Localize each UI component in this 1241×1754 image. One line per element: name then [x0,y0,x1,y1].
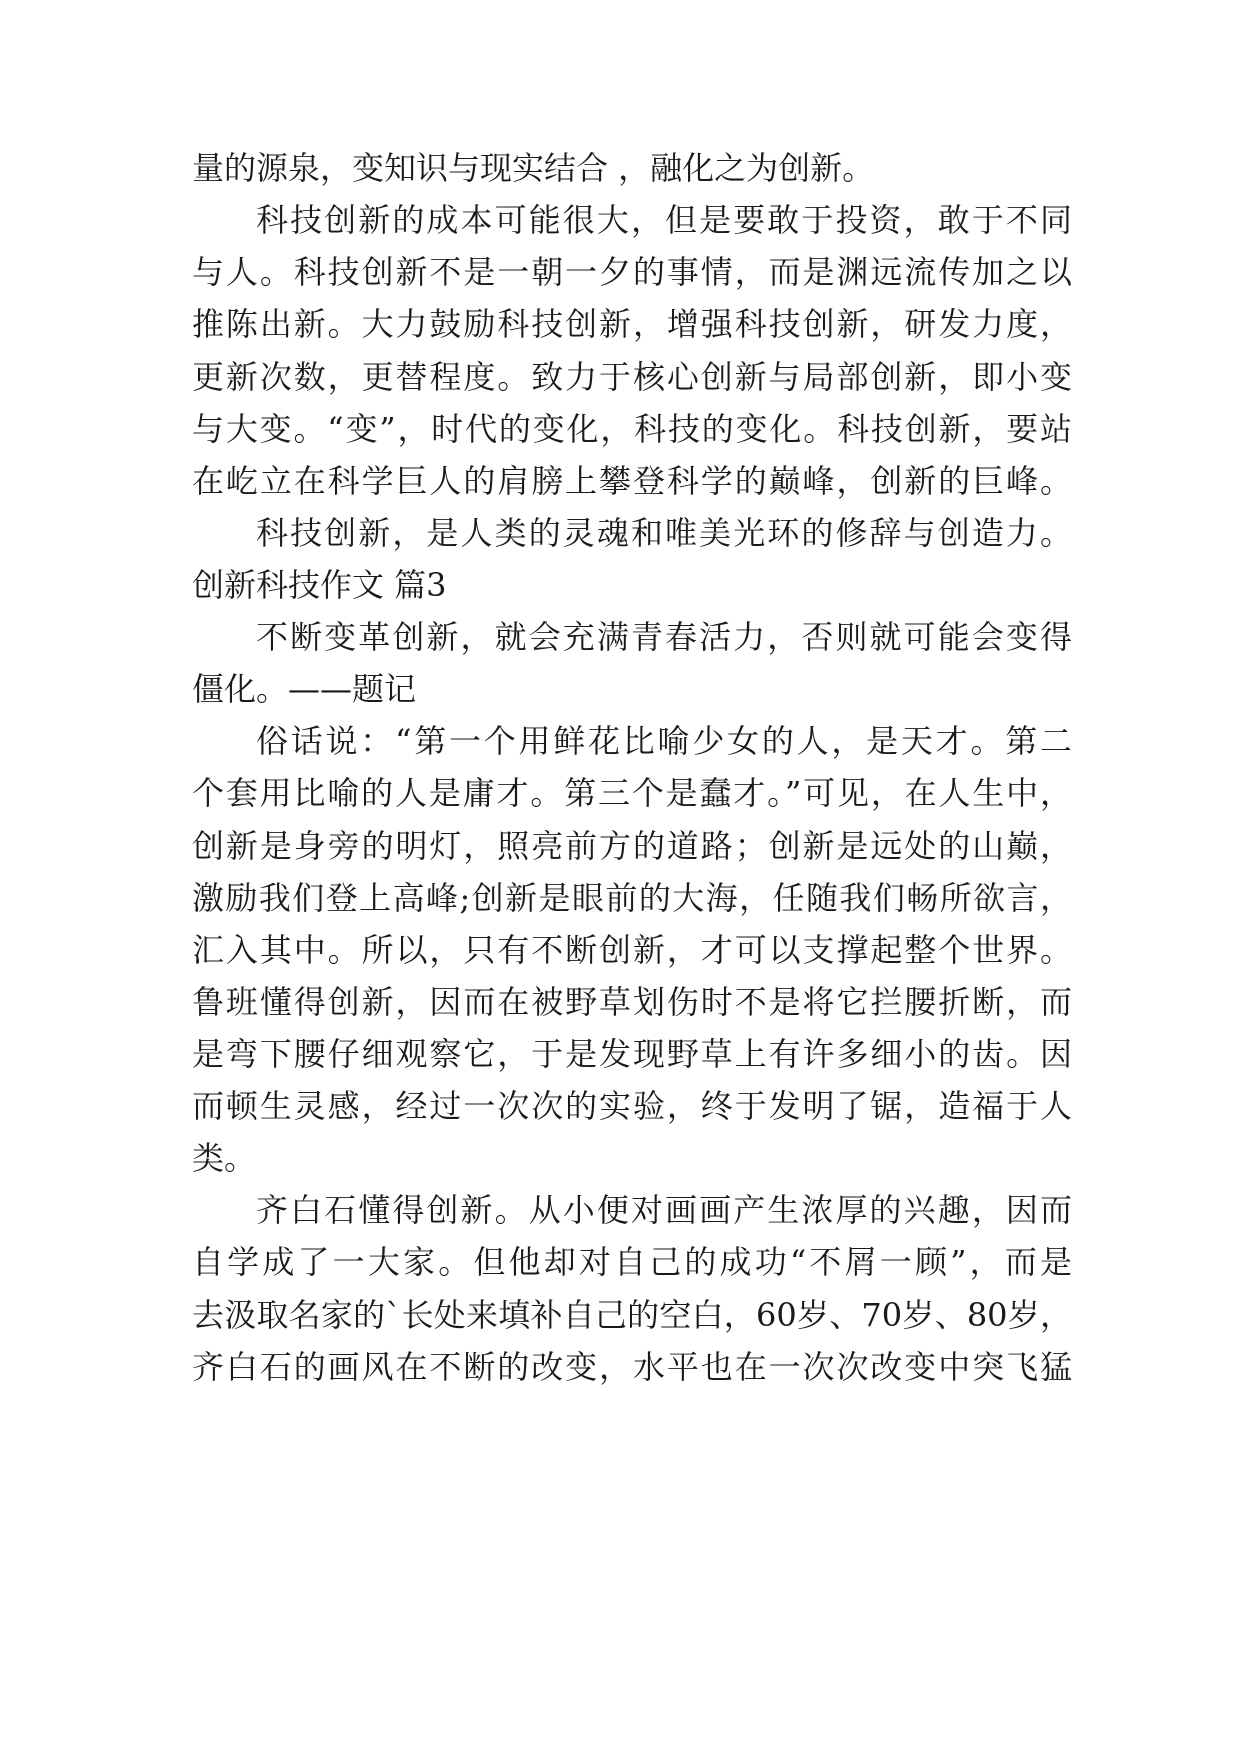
text-line: 是弯下腰仔细观察它，于是发现野草上有许多细小的齿。因 [192,1035,1072,1073]
text-line: 更新次数，更替程度。致力于核心创新与局部创新，即小变 [192,358,1072,396]
text-line: 与人。科技创新不是一朝一夕的事情，而是渊远流传加之以 [192,253,1072,291]
text-line: 而顿生灵感，经过一次次的实验，终于发明了锯，造福于人 [192,1087,1072,1125]
paragraph-start-line: 齐白石懂得创新。从小便对画画产生浓厚的兴趣，因而 [256,1191,1072,1229]
text-line: 激励我们登上高峰;创新是眼前的大海，任随我们畅所欲言， [192,879,1072,917]
section-heading: 创新科技作文 篇3 [192,566,447,604]
text-line: 类。 [192,1139,257,1177]
text-line: 汇入其中。所以，只有不断创新，才可以支撑起整个世界。 [192,931,1072,969]
text-line: 齐白石的画风在不断的改变，水平也在一次次改变中突飞猛 [192,1348,1072,1386]
paragraph-start-line: 俗话说：“第一个用鲜花比喻少女的人，是天才。第二 [256,722,1072,760]
text-line: 去汲取名家的`长处来填补自己的空白，60岁、70岁、80岁， [192,1296,1072,1334]
text-line: 僵化。——题记 [192,670,417,708]
text-line: 个套用比喻的人是庸才。第三个是蠢才。”可见，在人生中， [192,774,1072,812]
text-line: 鲁班懂得创新，因而在被野草划伤时不是将它拦腰折断，而 [192,983,1072,1021]
text-line: 与大变。“变”，时代的变化，科技的变化。科技创新，要站 [192,410,1072,448]
text-line: 量的源泉，变知识与现实结合 ，融化之为创新。 [192,149,875,187]
text-line: 自学成了一大家。但他却对自己的成功“不屑一顾”，而是 [192,1243,1072,1281]
paragraph-start-line: 科技创新的成本可能很大，但是要敢于投资，敢于不同 [256,201,1072,239]
text-line: 推陈出新。大力鼓励科技创新，增强科技创新，研发力度， [192,305,1072,343]
text-line: 在屹立在科学巨人的肩膀上攀登科学的巅峰，创新的巨峰。 [192,462,1072,500]
paragraph-start-line: 科技创新，是人类的灵魂和唯美光环的修辞与创造力。 [256,514,1072,552]
paragraph-start-line: 不断变革创新，就会充满青春活力，否则就可能会变得 [256,618,1072,656]
text-line: 创新是身旁的明灯，照亮前方的道路；创新是远处的山巅， [192,827,1072,865]
